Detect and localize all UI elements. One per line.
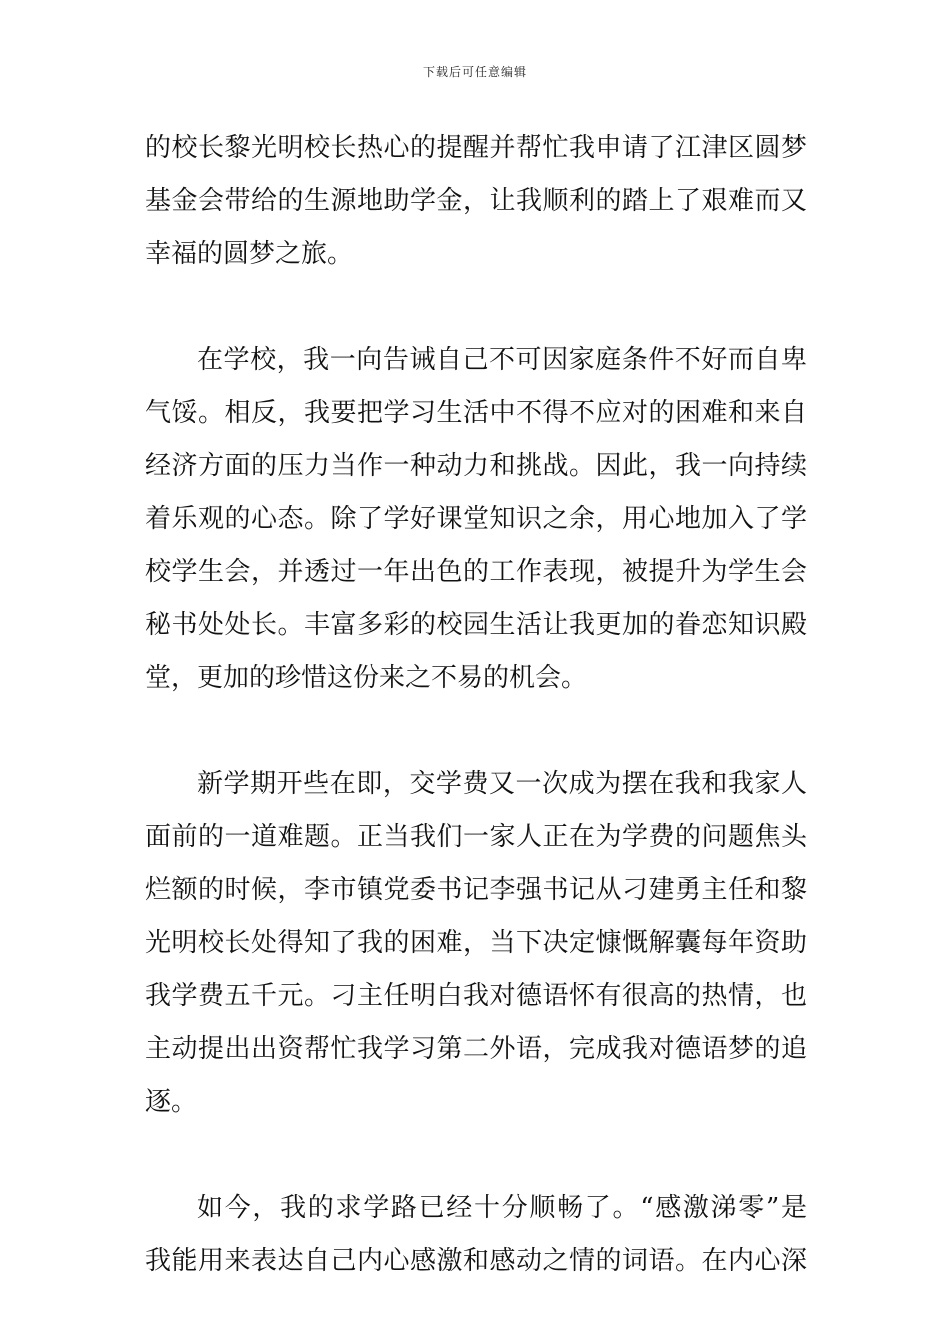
text-line: 光明校长处得知了我的困难，当下决定慷慨解囊每年资助 (145, 928, 807, 958)
text-line: 校学生会，并透过一年出色的工作表现，被提升为学生会 (145, 557, 807, 587)
text-line: 经济方面的压力当作一种动力和挑战。因此，我一向持续 (145, 451, 807, 481)
text-line: 秘书处处长。丰富多彩的校园生活让我更加的眷恋知识殿 (145, 610, 807, 640)
paragraph (145, 1182, 807, 1288)
text-line: 在学校，我一向告诫自己不可因家庭条件不好而自卑 (197, 345, 807, 375)
paragraph-spacer (145, 281, 807, 334)
page-header: 下载后可任意编辑 (422, 65, 527, 79)
text-line: 面前的一道难题。正当我们一家人正在为学费的问题焦头 (145, 822, 807, 852)
text-line: 基金会带给的生源地助学金，让我顺利的踏上了艰难而又 (145, 186, 807, 216)
text-line: 堂，更加的珍惜这份来之不易的机会。 (145, 663, 588, 693)
text-line: 的校长黎光明校长热心的提醒并帮忙我申请了江津区圆梦 (145, 133, 807, 163)
paragraph (145, 334, 807, 705)
text-line: 逐。 (145, 1087, 198, 1117)
text-line: 着乐观的心态。除了学好课堂知识之余，用心地加入了学 (145, 504, 807, 534)
document-body (145, 122, 807, 1288)
text-line: 新学期开些在即，交学费又一次成为摆在我和我家人 (197, 769, 807, 799)
paragraph-spacer (145, 705, 807, 758)
text-line: 我学费五千元。刁主任明白我对德语怀有很高的热情，也 (145, 981, 807, 1011)
text-line: 烂额的时候，李市镇党委书记李强书记从刁建勇主任和黎 (145, 875, 807, 905)
paragraph (145, 758, 807, 1129)
paragraph (145, 122, 807, 281)
paragraph-spacer (145, 1129, 807, 1182)
text-line: 我能用来表达自己内心感激和感动之情的词语。在内心深 (145, 1246, 807, 1276)
text-line: 幸福的圆梦之旅。 (145, 239, 354, 269)
text-line: 气馁。相反，我要把学习生活中不得不应对的困难和来自 (145, 398, 807, 428)
text-line: 如今，我的求学路已经十分顺畅了。“感激涕零”是 (197, 1193, 807, 1223)
text-line: 主动提出出资帮忙我学习第二外语，完成我对德语梦的追 (145, 1034, 807, 1064)
